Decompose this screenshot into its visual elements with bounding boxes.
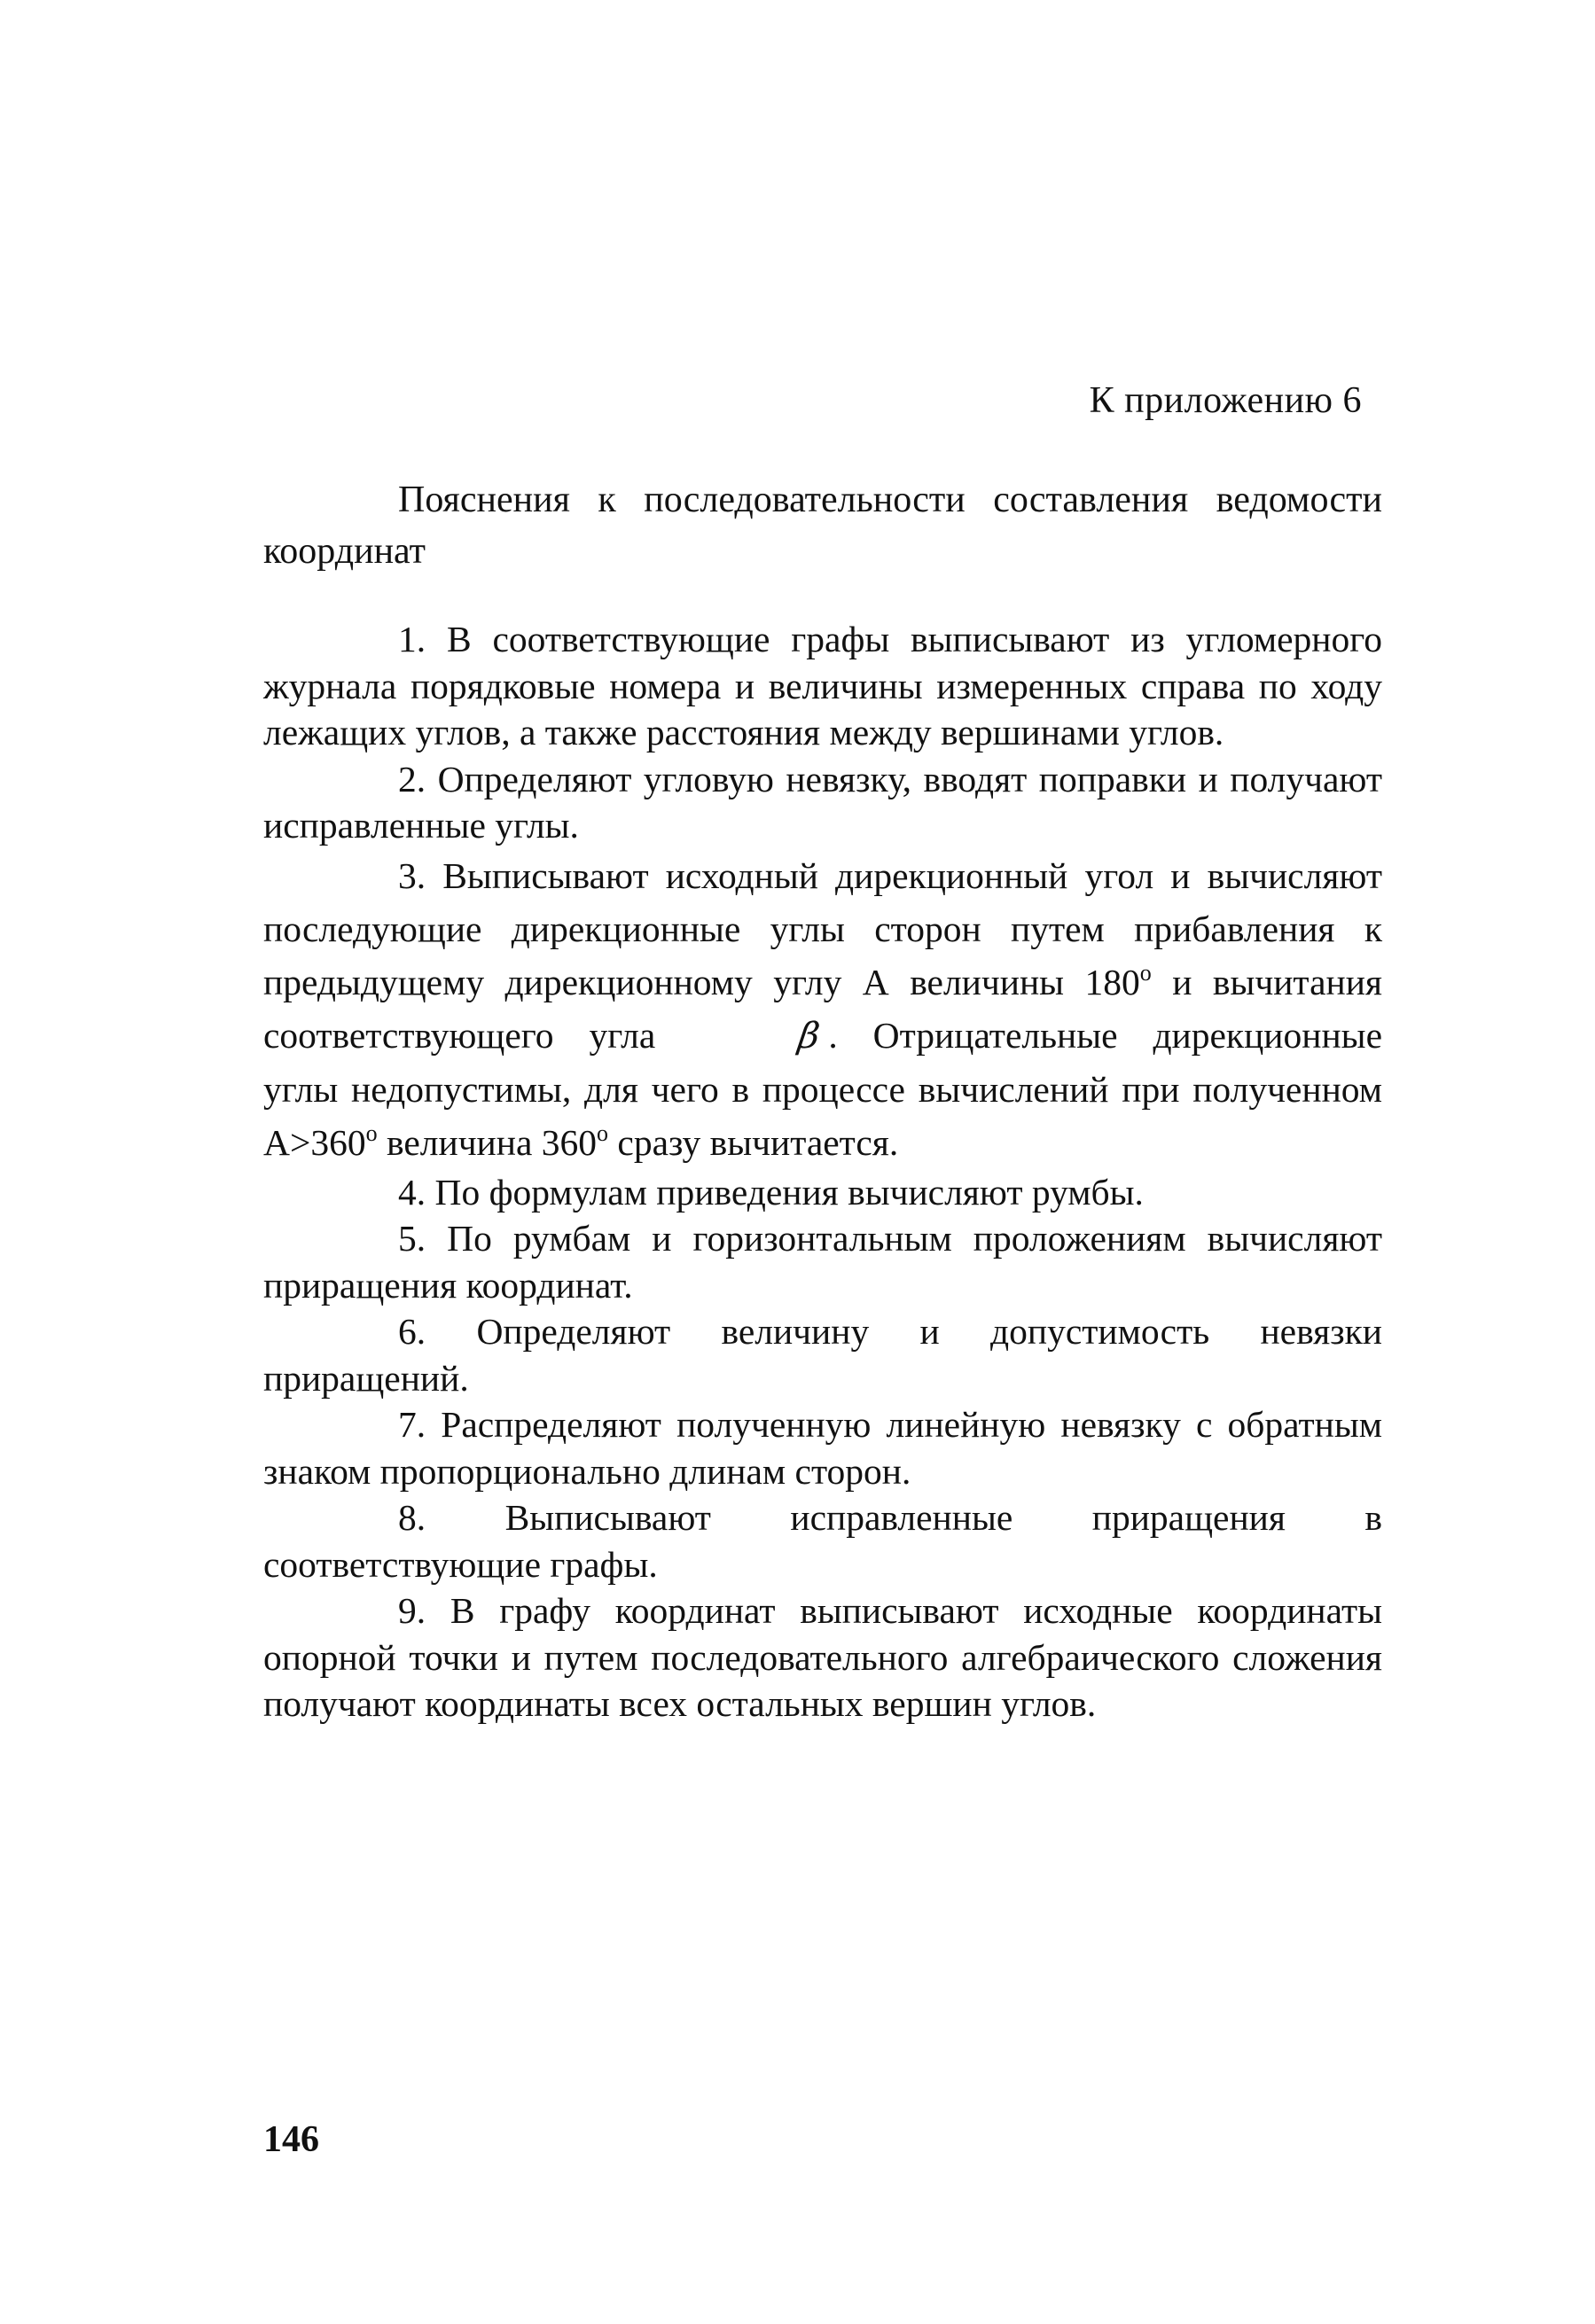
beta-symbol: β bbox=[796, 1015, 823, 1057]
item-text: Определяют величину и допустимость невязки приращений. bbox=[263, 1311, 1382, 1399]
appendix-reference: К приложению 6 bbox=[1089, 380, 1362, 421]
list-item-4 bbox=[263, 1169, 1382, 1216]
item-number: 4. bbox=[398, 1171, 426, 1213]
list-item-7 bbox=[263, 1401, 1382, 1494]
degree-sign: о bbox=[597, 1119, 609, 1146]
item-text: В графу координат выписывают исходные координаты опорной точки и путем последовательного алгебраического сложения получают координаты всех остальных вершин углов. bbox=[263, 1590, 1382, 1724]
item-number: 7. bbox=[398, 1404, 426, 1445]
list-item-5 bbox=[263, 1215, 1382, 1308]
item-text: сразу вычитается. bbox=[608, 1121, 899, 1163]
item-text: По румбам и горизонтальным проложениям вычисляют приращения координат. bbox=[263, 1218, 1382, 1306]
item-text: и вычитания соответствующего угла bbox=[263, 961, 1383, 1056]
item-number: 6. bbox=[398, 1311, 426, 1352]
item-number: 1. bbox=[398, 619, 426, 659]
page-number: 146 bbox=[263, 2119, 319, 2160]
item-text: . Отрицательные дирекционные углы недопустимы, для чего в процессе вычислений при полученном А>360 bbox=[263, 1014, 1382, 1163]
list-item-1 bbox=[263, 616, 1382, 756]
list-item-6 bbox=[263, 1308, 1382, 1401]
degree-sign: о bbox=[1139, 959, 1152, 986]
list-item-9 bbox=[263, 1587, 1382, 1727]
instructions-list bbox=[263, 616, 1382, 1727]
list-item-2 bbox=[263, 756, 1382, 849]
item-number: 9. bbox=[398, 1590, 426, 1631]
item-text: Определяют угловую невязку, вводят поправки и получают исправленные углы. bbox=[263, 758, 1382, 846]
item-text: В соответствующие графы выписывают из угломерного журнала порядковые номера и величины измеренных справа по ходу лежащих углов, а также расстояния между вершинами углов. bbox=[263, 619, 1383, 753]
item-text: Выписывают исправленные приращения в соответствующие графы. bbox=[263, 1497, 1382, 1585]
list-item-3 bbox=[263, 849, 1382, 1169]
item-number: 5. bbox=[398, 1218, 426, 1259]
item-number: 3. bbox=[398, 854, 426, 896]
item-text: Выписывают исходный дирекционный угол и вычисляют последующие дирекционные углы сторон путем прибавления к предыдущему дирекционному углу А величины 180 bbox=[263, 854, 1382, 1002]
item-number: 2. bbox=[398, 758, 426, 799]
item-text: величина 360 bbox=[377, 1121, 598, 1163]
item-number: 8. bbox=[398, 1497, 426, 1538]
list-item-8 bbox=[263, 1494, 1382, 1587]
item-text: Распределяют полученную линейную невязку с обратным знаком пропорционально длинам сторон. bbox=[263, 1404, 1382, 1492]
degree-sign: о bbox=[365, 1119, 378, 1146]
item-text: По формулам приведения вычисляют румбы. bbox=[434, 1171, 1144, 1213]
section-title: Пояснения к последовательности составления ведомости координат bbox=[263, 480, 1382, 572]
